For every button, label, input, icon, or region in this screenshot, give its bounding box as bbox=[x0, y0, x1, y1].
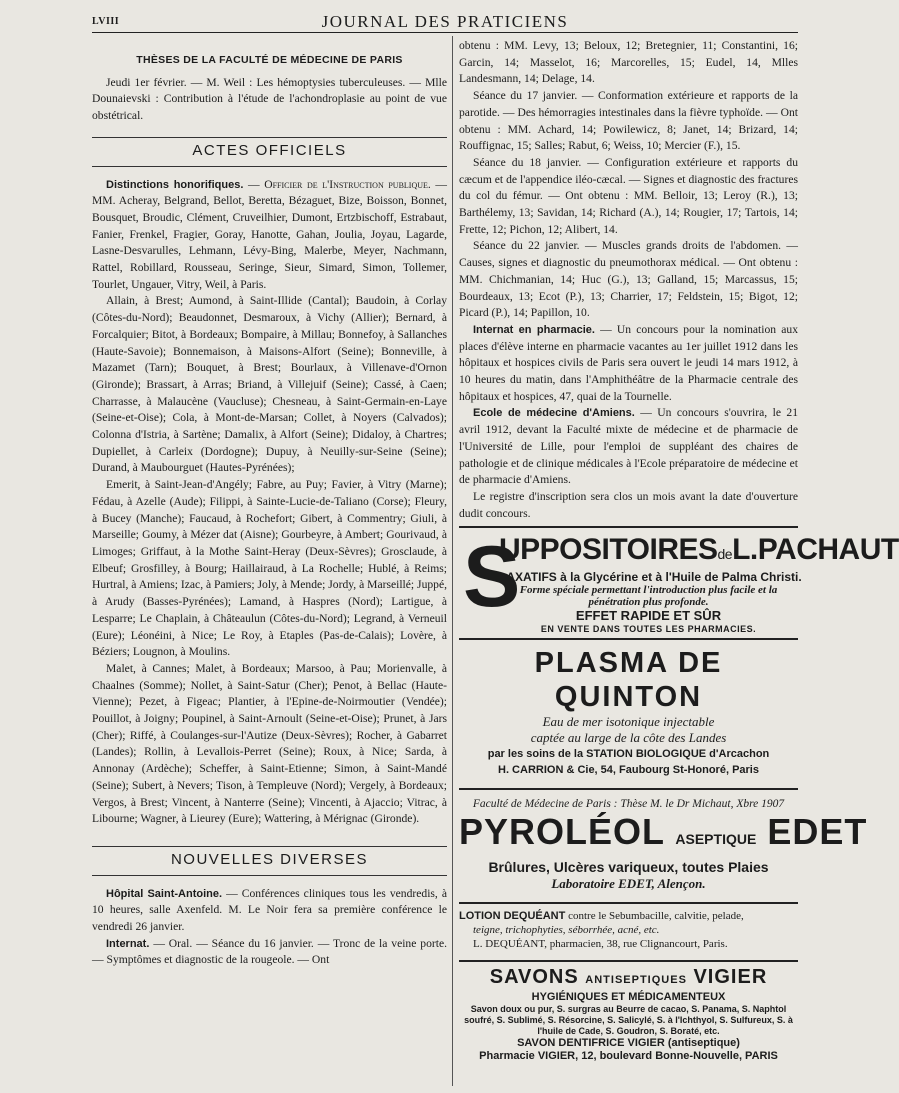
column-divider bbox=[452, 36, 453, 1086]
quinton-title: PLASMA DE QUINTON bbox=[534, 647, 723, 714]
internat-paragraph bbox=[92, 936, 447, 969]
pyroleol-top: Faculté de Médecine de Paris : Thèse M. le Dr Michaut, Xbre 1907 bbox=[472, 798, 785, 811]
amiens-heading: Ecole de médecine d'Amiens. bbox=[473, 407, 635, 420]
pachaut-title: UPPOSITOIRESdeL.PACHAUT bbox=[499, 533, 899, 567]
pyroleol-sub-1: Brûlures, Ulcères variqueux, toutes Plaies bbox=[488, 859, 769, 876]
internat-text: — Oral. — Séance du 16 janvier. — Tronc de la veine porte. — Symptômes et diagnostic de la rougeole. — Ont bbox=[92, 936, 447, 967]
amiens-text: — Un concours s'ouvrira, le 21 avril 1912, devant la Faculté mixte de médecine et de pharmacie de l'Université de Lille, pour l'emploi de suppléant des chaires de pathologie et de clinique médicales à l'Ecole préparatoire de médecine et de pharmacie d'Amiens. bbox=[459, 406, 799, 487]
pachaut-line-3: Forme spéciale permettant l'introduction plus facile et la pénétration plus profonde. bbox=[519, 584, 778, 609]
ad-pachaut bbox=[459, 526, 899, 635]
vigier-sub: HYGIÉNIQUES ET MÉDICAMENTEUX bbox=[531, 991, 726, 1004]
internat-results-1: obtenu : MM. Levy, 13; Beloux, 12; Bretegnier, 11; Constantini, 16; Garcin, 14; Masselot, 16; Marcorelles, 15; Eudel, 14, Mlles Landesmann, 14; Delage, 14. bbox=[459, 39, 798, 86]
distinctions-paragraph-4: Malet, à Cannes; Malet, à Bordeaux; Marsoo, à Pau; Morienvalle, à Chaalnes (Somme); Nollet, à Saint-Satur (Cher); Penot, à Bellac (Haute-Vienne); Pezet, à Figeac; Plantier, à l'Epine-de-Noirmoutier (Vendée); Pouillot, à Joigny; Poupinel, à Saint-Arnoult (Seine-et-Oise); Prunet, à Jars (Cher); Riffé, à Coulanges-sur-l'Autize (Deux-Sèvres); Rocher, à Gabarret (Landes); Rollin, à Levallois-Perret (Seine); Roux, à Nice; Sarda, à Annonay (Ardèche); Scheffer, à Saint-Etienne; Simon, à Saint-Mandé (Seine); Subert, à Nevers; Tison, à Templeuve (Nord); Vergely, à Bordeaux; Vergos, à Brest; Vincent, à Nanterre (Seine); Vincenti, à Ajaccio; Vitrac, à Libourne; Wagner, à Lieurey (Eure); Wattering, à Mérignac (Gironde). bbox=[92, 661, 447, 826]
vigier-address: Pharmacie VIGIER, 12, boulevard Bonne-Nouvelle, PARIS bbox=[479, 1050, 778, 1063]
hopital-paragraph bbox=[92, 886, 447, 936]
pachaut-big-letter: S bbox=[463, 529, 521, 626]
pachaut-line-2: LAXATIFS à la Glycérine et à l'Huile de Palma Christi. bbox=[499, 570, 802, 585]
theses-title: THÈSES DE LA FACULTÉ DE MÉDECINE DE PARIS bbox=[136, 54, 403, 66]
nouvelles-title: NOUVELLES DIVERSES bbox=[92, 846, 447, 876]
distinctions-subheading: — Officier de l'Instruction publique. bbox=[248, 177, 431, 191]
quinton-sub-3: par les soins de la STATION BIOLOGIQUE d'Arcachon bbox=[487, 748, 770, 761]
left-column bbox=[92, 38, 447, 1088]
theses-text: Jeudi 1er février. — M. Weil : Les hémoptysies tuberculeuses. — Mlle Dounaievski : Contribution à l'étude de l'achondroplasie au point de vue obstétrical. bbox=[92, 75, 447, 123]
vigier-title: SAVONS ANTISEPTIQUES VIGIER bbox=[489, 966, 768, 989]
vigier-dentifrice: SAVON DENTIFRICE VIGIER (antiseptique) bbox=[517, 1037, 740, 1050]
registre-paragraph: Le registre d'inscription sera clos un mois avant la date d'ouverture dudit concours. bbox=[459, 489, 798, 520]
ad-dequeant bbox=[459, 902, 798, 956]
actes-title: ACTES OFFICIELS bbox=[92, 137, 447, 167]
quinton-sub-1: Eau de mer isotonique injectable bbox=[542, 714, 715, 730]
internat-results-3: Séance du 18 janvier. — Configuration extérieure et rapports du cæcum et de l'appendice iléo-cæcal. — Signes et diagnostic des fractures du col du fémur. — Ont obtenu : MM. Belloir, 13; Leroy (R.), 13; Barthélemy, 13; Savidan, 14; Richard (A.), 14; Rougier, 17; Tartois, 14; Frette, 12; Pichon, 12; Alibert, 14. bbox=[459, 155, 798, 236]
vigier-body: Savon doux ou pur, S. surgras au Beurre de cacao, S. Panama, S. Naphtol soufré, S. Sublimé, S. Résorcine, S. Salicylé, S. à l'Ichthyol, S. Sulfureux, S. à l'huile de Cade, S. Goudron, S. Boraté, etc. bbox=[464, 1004, 793, 1037]
quinton-sub-4: H. CARRION & Cie, 54, Faubourg St-Honoré, Paris bbox=[498, 764, 759, 777]
distinctions-heading: Distinctions honorifiques. bbox=[106, 178, 244, 191]
distinctions-paragraph-2: Allain, à Brest; Aumond, à Saint-Illide (Cantal); Baudoin, à Corlay (Côtes-du-Nord); Beaudonnet, Desmaroux, à Vichy (Allier); Bernard, à Forcalquier; Bitot, à Bordeaux; Bompaire, à Millau; Bonnefoy, à Sallanches (Haute-Savoie); Bonnemaison, à Maisons-Alfort (Seine); Bonneville, à Mazamet (Tarn); Bouquet, à Brest; Bourlaux, à Villenave-d'Ornon (Gironde); Brassart, à Arras; Briand, à Villejuif (Seine); Cassé, à Caen; Charrasse, à Malaucène (Vaucluse); Chesneau, à Saint-Germain-en-Laye (Seine-et-Oise); Cola, à Mont-de-Marsan; Collet, à Noyers (Calvados); Colonna d'Istria, à Sartène; Damalix, à Alfort (Seine); Didaloy, à Chartres; Dupiellet, à Carleix (Dordogne); Dupuy, à Neuilly-sur-Seine (Seine); Durand, à Maubourguet (Hautes-Pyrénées); bbox=[92, 294, 447, 475]
pharmacie-heading: Internat en pharmacie. bbox=[473, 323, 595, 336]
internat-results-4: Séance du 22 janvier. — Muscles grands droits de l'abdomen. — Causes, signes et diagnostic du pneumothorax médical. — Ont obtenu : MM. Chichmanian, 14; Huc (G.), 13; Galland, 15; Marcassus, 15; Bourdeaux, 13; Ecot (P.), 13; Charrier, 17; Feldstein, 15; Bigot, 12; Picard (P.), 14; Papillon, 10. bbox=[459, 239, 798, 320]
dequeant-line-3: L. DEQUÉANT, pharmacien, 38, rue Clignancourt, Paris. bbox=[473, 938, 728, 951]
pyroleol-title: PYROLÉOL ASEPTIQUE EDET bbox=[459, 811, 868, 853]
pyroleol-sub-2: Laboratoire EDET, Alençon. bbox=[551, 876, 706, 892]
quinton-sub-2: captée au large de la côte des Landes bbox=[530, 730, 727, 746]
pachaut-line-5: EN VENTE DANS TOUTES LES PHARMACIES. bbox=[540, 624, 757, 635]
amiens-paragraph bbox=[459, 405, 798, 489]
hopital-text: — Conférences cliniques tous les vendredis, à 10 heures, salle Axenfeld. M. Le Noir fera sa première conférence le vendredi 26 janvier. bbox=[92, 886, 448, 934]
journal-title: JOURNAL DES PRATICIENS bbox=[321, 12, 569, 31]
distinctions-paragraph bbox=[92, 177, 447, 294]
pharmacie-text: — Un concours pour la nomination aux places d'élève interne en pharmacie vacantes au 1er juillet 1912 dans les hôpitaux et hospices civils de Paris sera ouvert le jeudi 14 mars 1912, à 10 heures du matin, dans l'Amphithéâtre de la Pharmacie centrale des hôpitaux et hospices, 47, quai de la Tournelle. bbox=[459, 322, 798, 403]
right-column bbox=[459, 38, 899, 1088]
ad-quinton bbox=[459, 638, 798, 784]
pachaut-line-4: EFFET RAPIDE ET SÛR bbox=[575, 608, 722, 624]
internat-results-2: Séance du 17 janvier. — Conformation extérieure et rapports de la parotide. — Des hémorragies intestinales dans la fièvre typhoïde. — Ont obtenu : MM. Achard, 14; Powilewicz, 8; Janet, 14; Brizard, 14; Rouffignac, 15; Salles; Rabut, 6; Weiss, 10; Mercier (F.), 15. bbox=[459, 89, 798, 153]
ad-vigier bbox=[459, 960, 798, 1067]
page-number: LVIII bbox=[92, 16, 120, 27]
distinctions-paragraph-3: Emerit, à Saint-Jean-d'Angély; Fabre, au Puy; Favier, à Vitry (Marne); Fédau, à Azelle (Aude); Filippi, à Sainte-Lucie-de-Taliano (Corse); Fleury, à Bucey (Manche); Faucaud, à Rochefort; Gibert, à Commentry; Giuli, à Marseille; Goumy, à Mézer dat (Aisne); Gourbeyre, à Ambert; Gourivaud, à Limoges; Griffaut, à la Mothe Saint-Heray (Deux-Sèvres); Grosclaude, à Elbeuf; Grosfilley, à Bourg; Haillairaud, à La Rochelle; Hublé, à Reims; Hurtral, à Amiens; Izac, à Pamiers; Joly, à Mende; Jordy, à Marseillé; Juppé, à Arudy (Basses-Pyrénées); Lamand, à Haspres (Nord); Lartigue, à Lesparre; Le Chaplain, à Châteaulun (Côtes-du-Nord); Legrand, à Verneuil (Eure); Léonéini, à Nice; Le Roy, à Etaples (Pas-de-Calais); Lovère, à Béziers; Lougnon, à Moulins. bbox=[92, 478, 447, 659]
dequeant-line-1: LOTION DEQUÉANT contre le Sebumbacille, calvitie, pelade, bbox=[459, 910, 744, 923]
dequeant-line-2: teigne, trichophyties, séborrhée, acné, etc. bbox=[473, 924, 660, 937]
hopital-heading: Hôpital Saint-Antoine. bbox=[106, 887, 223, 900]
pharmacie-paragraph bbox=[459, 322, 798, 406]
distinctions-text: — MM. Acheray, Belgrand, Bellot, Beretta, Bézaguet, Bize, Boisson, Bonnet, Bousquet, Broudic, Clément, Cruveilhier, Dumont, Ertzbischoff, Estrabaut, Fanier, Frenkel, Fragier, Goray, Hanotte, Gahan, Joulia, Joyau, Lagarde, Lasne-Desvarulles, Lehmann, Lévy-Bing, Malerbe, Meyer, Nachmann, Rattel, Robillard, Rousseau, Seringe, Sieur, Simard, Simon, Tollemer, Tourlet, Ungauer, Vitry, Weil, à Paris. bbox=[92, 177, 448, 291]
page-header bbox=[92, 8, 798, 33]
internat-heading: Internat. bbox=[106, 937, 150, 950]
ad-pyroleol bbox=[459, 788, 868, 898]
